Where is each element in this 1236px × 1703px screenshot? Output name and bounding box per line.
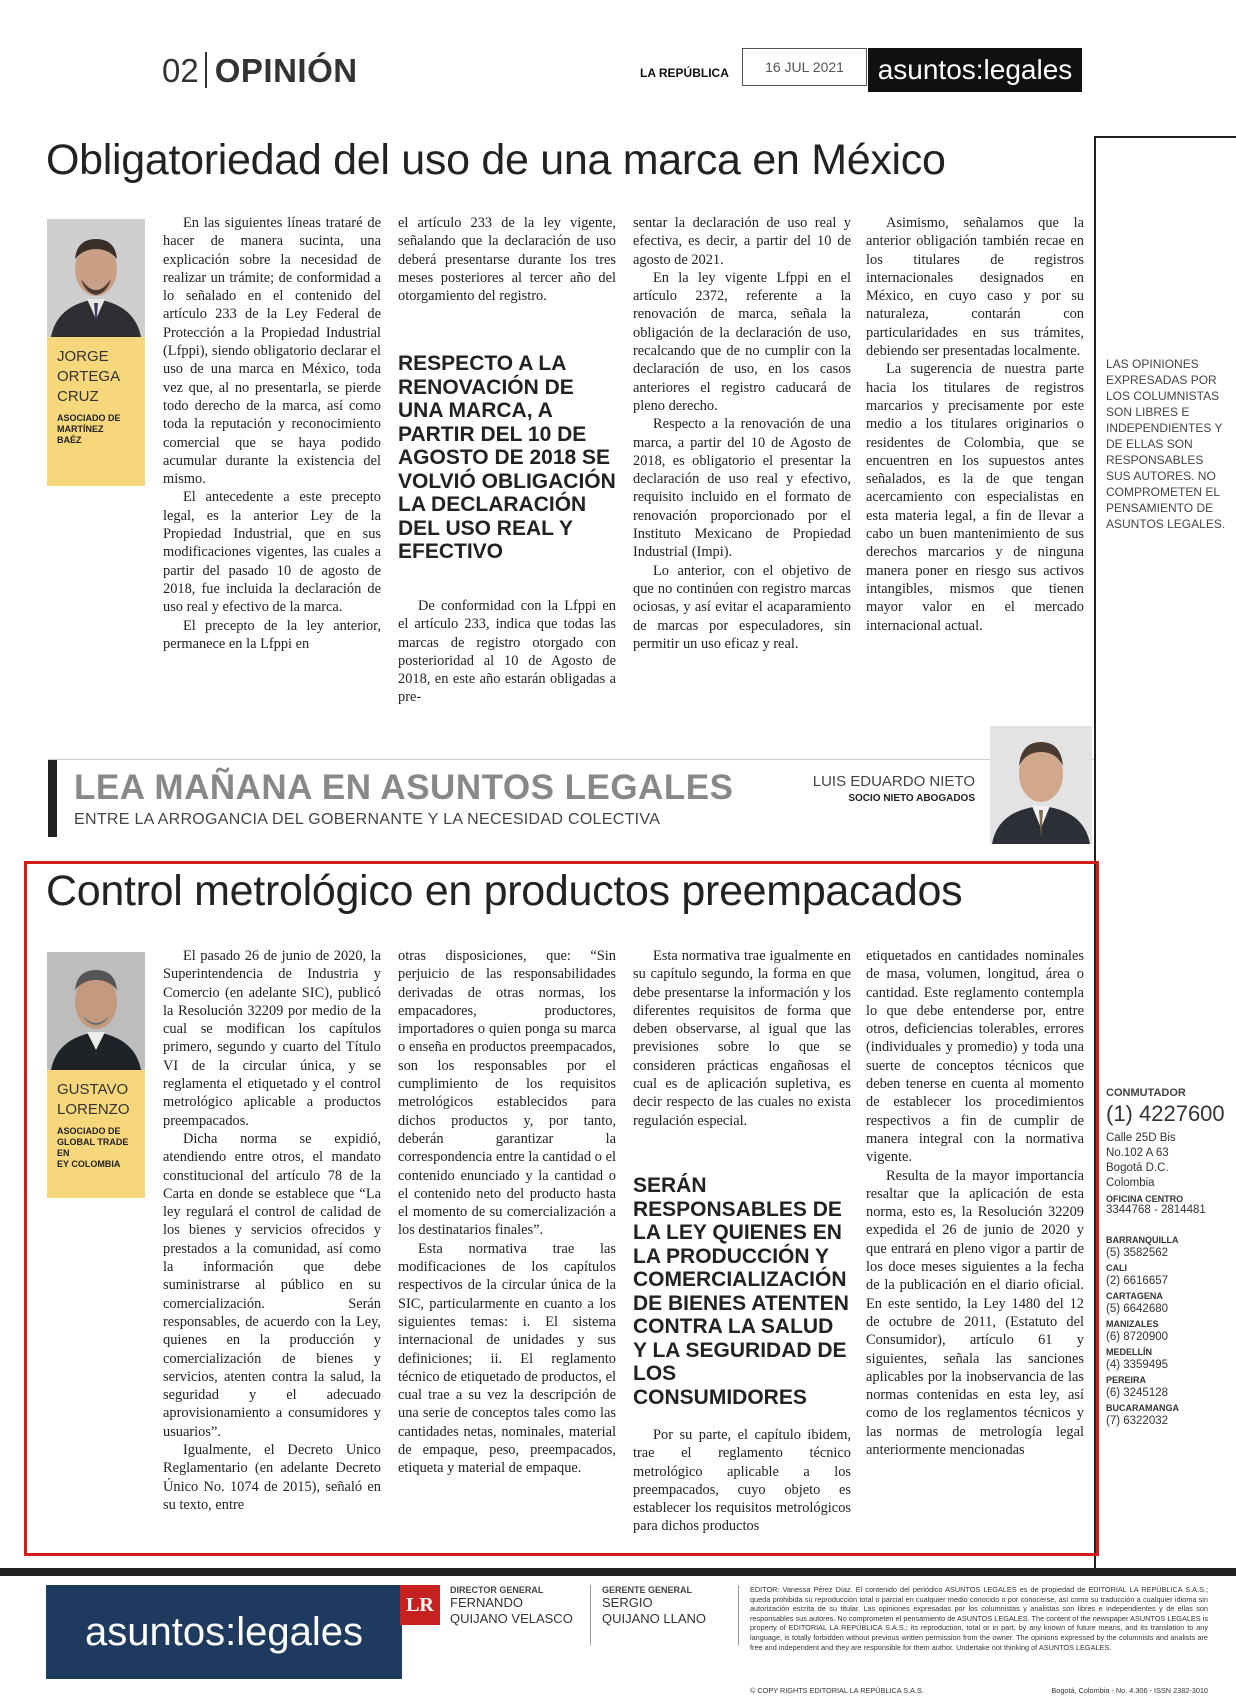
page-number-value: 02 [162,52,199,89]
author1-name: JORGE ORTEGA CRUZ [57,348,121,405]
article1-column-1 [163,214,381,653]
article1-column-4 [866,214,1084,635]
article1-col4-p1: Asimismo, señalamos que la anterior obligación también recae en los titulares de registros internacionales designados en México, en cuyo caso y por su naturaleza, contarán con particularidades en sus trámites, debiendo ser presentadas localmente. [866,215,1084,360]
article2-col2-p2: Esta normativa trae las modificaciones de los capítulos respectivos de la circular única de la SIC, particularmente en cuanto a los siguientes temas: i. El sistema internacional de unidades y sus definiciones; ii. El reglamento técnico de etiquetado de productos, el cual trae a su vez la descripción de una serie de conceptos tales como las cantidades netas, nominales, material de empaque, peso, preempacados, etiqueta y material de empaque. [398,1240,616,1477]
author1-photo [47,219,145,337]
author2-name: GUSTAVO LORENZO [57,1081,130,1118]
article1-col2-top: el artículo 233 de la ley vigente, señalando que la declaración de uso deberá presentarse durante los tres meses posteriores al tercer año del otorgamiento del registro. [398,215,616,305]
manager-label: GERENTE GENERAL [602,1585,693,1595]
article1-col3-p2: En la ley vigente Lfppi en el artículo 2372, referente a la renovación de marca, señala la obligación de la declaración de uso, recalcando que de no cumplir con la declaración de uso, en los casos anteriores el registro caducará de pleno derecho. [633,269,851,414]
city-name: PEREIRA [1106,1375,1147,1385]
article1-column-3 [633,214,851,653]
city-list [1106,1234,1230,1428]
office-phone: 3344768 - 2814481 [1106,1204,1206,1216]
article2-column-3-bottom [633,1426,851,1536]
author1-portrait-icon [47,219,145,337]
promo-author-role: SOCIO NIETO ABOGADOS [848,793,975,804]
city-phone: (6) 8720900 [1106,1331,1169,1343]
article1-col4-p2: La sugerencia de nuestra parte hacia los titulares de registros marcarios y precisamente por este medio a los titulares originarios o residentes de Colombia, que se encuentren en los supuestos antes señalados, es la de que tengan acercamiento con especialistas en esta materia legal, a fin de llevar a cabo un buen mantenimiento de sus derechos marcarios y de ninguna manera poner en riesgo sus activos intangibles, mismos que tienen mayor valor en el mercado internacional actual. [866,361,1084,634]
contact-phone: (1) 4227600 [1106,1101,1225,1126]
article1-col3-p3: Respecto a la renovación de una marca, a partir del 10 de Agosto de 2018, es obligatorio el presentar la declaración de uso real y efectivo, requisito incluido en el formato de renovación proporcionado por el Instituto Mexicano de Propiedad Industrial (Impi). [633,416,851,561]
article1-title: Obligatoriedad del uso de una marca en México [46,136,946,184]
legal-footer [750,1686,1208,1695]
article2-col1-p3: Igualmente, el Decreto Unico Reglamentario (en adelante Decreto Único No. 1074 de 2015), señaló en su texto, entre [163,1442,381,1513]
article2-col4-p2: Resulta de la mayor importancia resaltar que la aplicación de esta norma, esto es, la Resolución 32209 expedida el 26 de junio de 2020 y que entrará en pleno vigor a partir de los doce meses siguientes a la fecha de la publicación en el diario oficial. En este sentido, la Ley 1480 del 12 de octubre de 2011, (Estatuto del Consumidor), artículo 61 y siguientes, señala las sanciones aplicables por la inobservancia de las normas contenidas en esta ley, así como de los reglamentos técnicos y las normas de metrología legal anteriormente mencionadas [866,1167,1084,1459]
footer-divider [738,1585,739,1645]
promo-title: LEA MAÑANA EN ASUNTOS LEGALES [74,768,734,807]
legal-notice: EDITOR: Vanessa Pérez Díaz. El contenido del periódico ASUNTOS LEGALES es de propiedad de EDITORIAL LA REPÚBLICA S.A.S.; queda prohibida su reproducción total o parcial en cualquier medio conocido o por conocerse, así como su traducción a cualquier idioma sin autorización escrita de su titular. Las opiniones expresadas por los columnistas y analistas son libres e independientes y de ellas son responsables sus autores. No comprometen el pensamiento de ASUNTOS LEGALES. The content of the newspaper ASUNTOS LEGALES is property of EDITORIAL LA REPÚBLICA S.A.S.; its reproduction, total or in part, by any known of future means, and its translation to any language, is totally forbidden without previous written permission from the owner. The opinions expressed by the columnists and analists are free and independent and they are responsible for them author. Undertake not thinking of ASUNTOS LEGALES. [750,1585,1208,1652]
lr-logo: LR [400,1585,440,1625]
article1-col3-p1: sentar la declaración de uso real y efectiva, es decir, a partir del 10 de agosto de 2021. [633,215,851,268]
author2-role: ASOCIADO DE GLOBAL TRADE EN EY COLOMBIA [57,1126,129,1169]
edition-info: Bogotá, Colombia - No. 4.306 - ISSN 2382-3010 [1051,1686,1208,1695]
manager-credit [602,1585,706,1627]
header-divider [205,52,207,88]
article2-col3-bottom: Por su parte, el capítulo ibidem, trae el reglamento técnico metrológico aplicable a los preempacados, cuyo objeto es establecer los requisitos metrológicos para dichos productos [633,1427,851,1535]
city-phone: (5) 6642680 [1106,1303,1169,1315]
footer-brand-logo: asuntos:legales [46,1585,402,1679]
author1-role: ASOCIADO DE MARTÍNEZ BAÉZ [57,413,121,445]
promo-left-bar [48,759,57,837]
brand-logo: asuntos:legales [868,48,1082,92]
city-phone: (4) 3359495 [1106,1359,1169,1371]
article1-column-2 [398,214,616,305]
article2-col4-p1: etiquetados en cantidades nominales de masa, volumen, longitud, área o cantidad. Este reglamento contempla lo que debe entenderse por, entre otros, deficiencias tolerables, errores (individuales y promedio) y toda una suerte de conceptos técnicos que deben tenerse en cuenta al momento de establecer los procedimientos respectivos a fin de cumplir de manera integral con la normativa vigente. [866,948,1084,1166]
promo-portrait-icon [990,726,1092,844]
article2-column-2 [398,947,616,1478]
author2-portrait-icon [47,952,145,1070]
article1-col1-p2: El antecedente a este precepto legal, es la anterior Ley de la Propiedad Industrial, que en sus modificaciones vigentes, las cuales a partir del pasado 10 de agosto de 2018, fue incluida la declaración de uso real y efectivo de la marca. [163,489,381,616]
sidebar-top-rule [1094,136,1236,138]
article2-col3-top: Esta normativa trae igualmente en su capítulo segundo, la forma en que debe presentarse la información y los diferentes requisitos de forma que deben observarse, al igual que las previsiones sobre lo que se consideren prácticas engañosas el cual es de aplicación supletiva, es decir respecto de las cuales no exista regulación especial. [633,948,851,1129]
director-name: FERNANDO QUIJANO VELASCO [450,1595,573,1626]
section-name: OPINIÓN [214,52,358,89]
article2-column-4 [866,947,1084,1459]
newspaper-name: LA REPÚBLICA [640,66,729,80]
city-name: BUCARAMANGA [1106,1403,1179,1413]
author1-byline [47,337,145,486]
city-name: BARRANQUILLA [1106,1235,1179,1245]
city-name: CARTAGENA [1106,1291,1163,1301]
columnist-disclaimer: LAS OPINIONES EXPRESADAS POR LOS COLUMNISTAS SON LIBRES E INDEPENDIENTES Y DE ELLAS SON RESPONSABLES SUS AUTORES. NO COMPROMETEN EL PENSAMIENTO DE ASUNTOS LEGALES. [1106,357,1226,531]
article2-col2-p1: otras disposiciones, que: “Sin perjuicio de las responsabilidades derivadas de otras normas, los empacadores, productores, importadores o quien ponga su marca o enseña en productos preempacados, son los responsables por el cumplimiento de los requisitos metrológicos establecidos para dichos productos y, por tanto, deberán garantizar la correspondencia entre la cantidad o el contenido enunciado y la cantidad o el contenido neto del producto hasta el momento de su comercialización a los destinatarios finales”. [398,948,616,1239]
city-phone: (7) 6322032 [1106,1415,1169,1427]
article1-col1-p3: El precepto de la ley anterior, permanece en la Lfppi en [163,617,381,652]
article1-col2-bottom: De conformidad con la Lfppi en el artículo 233, indica que todas las marcas de registro otorgado con posterioridad al 10 de Agosto de 2018, en este año estarán obligadas a pre- [398,598,616,706]
contact-block [1106,1087,1230,1428]
article2-column-1 [163,947,381,1514]
article1-col1-p1: En las siguientes líneas trataré de hacer de manera sucinta, una explicación sobre la necesidad de realizar un trámite; de conformidad a lo señalado en el contenido del artículo 233 de la Ley Federal de Protección a la Propiedad Industrial (Lfppi), siendo obligatorio declarar el uso de una marca en México, toda vez que, al no presentarla, se pierde todo derecho de la marca, así como toda la reputación y reconocimiento comercial que se haya podido acumular durante la existencia del mismo. [163,215,381,488]
city-name: CALI [1106,1263,1127,1273]
article1-pull-quote: RESPECTO A LA RENOVACIÓN DE UNA MARCA, A PARTIR DEL 10 DE AGOSTO DE 2018 SE VOLVIÓ OBLIGACIÓN LA DECLARACIÓN DEL USO REAL Y EFECTIVO [398,352,616,563]
article2-column-3 [633,947,851,1130]
promo-author-photo [990,726,1092,844]
article2-title: Control metrológico en productos preempacados [46,867,963,915]
city-phone: (5) 3582562 [1106,1247,1169,1259]
director-credit [450,1585,573,1627]
article2-col1-p2: Dicha norma se expidió, atendiendo entre otros, el mandato constitucional del artículo 78 de la Carta en donde se establece que “La ley regulará el control de calidad de los bienes y servicios ofrecidos y prestados a la comunidad, así como la información que debe suministrarse al público en su comercialización. Serán responsables, de acuerdo con la Ley, quienes en la producción y comercialización de bienes y servicios, atenten contra la salud, la seguridad y el adecuado aprovisionamiento a consumidores y usuarios”. [163,1130,381,1440]
city-name: MANIZALES [1106,1319,1159,1329]
article2-col1-p1: El pasado 26 de junio de 2020, la Superintendencia de Industria y Comercio (en adelante SIC), publicó la Resolución 32209 por medio de la cual se modifican los capítulos primero, segundo y cuarto del Título VI de la circular única, y se reglamenta el etiquetado y el control metrológico aplicable a productos preempacados. [163,948,381,1129]
page-number [162,52,358,90]
promo-author-name: LUIS EDUARDO NIETO [812,773,975,790]
city-phone: (2) 6616657 [1106,1275,1169,1287]
author2-photo [47,952,145,1070]
office-label: OFICINA CENTRO [1106,1194,1184,1204]
article2-pull-quote: SERÁN RESPONSABLES DE LA LEY QUIENES EN LA PRODUCCIÓN Y COMERCIALIZACIÓN DE BIENES ATENTEN CONTRA LA SALUD Y LA SEGURIDAD DE LOS CONSUMIDORES [633,1174,849,1409]
article1-column-2-bottom [398,597,616,707]
promo-top-line [48,759,1094,760]
footer-rule [0,1568,1236,1576]
contact-address: Calle 25D Bis No.102 A 63 Bogotá D.C. Colombia [1106,1132,1176,1189]
city-phone: (6) 3245128 [1106,1387,1169,1399]
director-label: DIRECTOR GENERAL [450,1585,544,1595]
copyright: © COPY RIGHTS EDITORIAL LA REPÚBLICA S.A.S. [750,1686,924,1695]
article1-col3-p4: Lo anterior, con el objetivo de que no continúen con registro marcas ociosas, y así evitar el acaparamiento de marcas por especuladores, sin permitir un uso eficaz y real. [633,562,851,652]
promo-subtitle: ENTRE LA ARROGANCIA DEL GOBERNANTE Y LA NECESIDAD COLECTIVA [74,811,661,828]
contact-label: CONMUTADOR [1106,1087,1186,1099]
manager-name: SERGIO QUIJANO LLANO [602,1595,707,1626]
issue-date: 16 JUL 2021 [742,48,867,86]
author2-byline [47,1070,145,1198]
city-name: MEDELLÍN [1106,1347,1152,1357]
footer-divider [590,1585,591,1645]
